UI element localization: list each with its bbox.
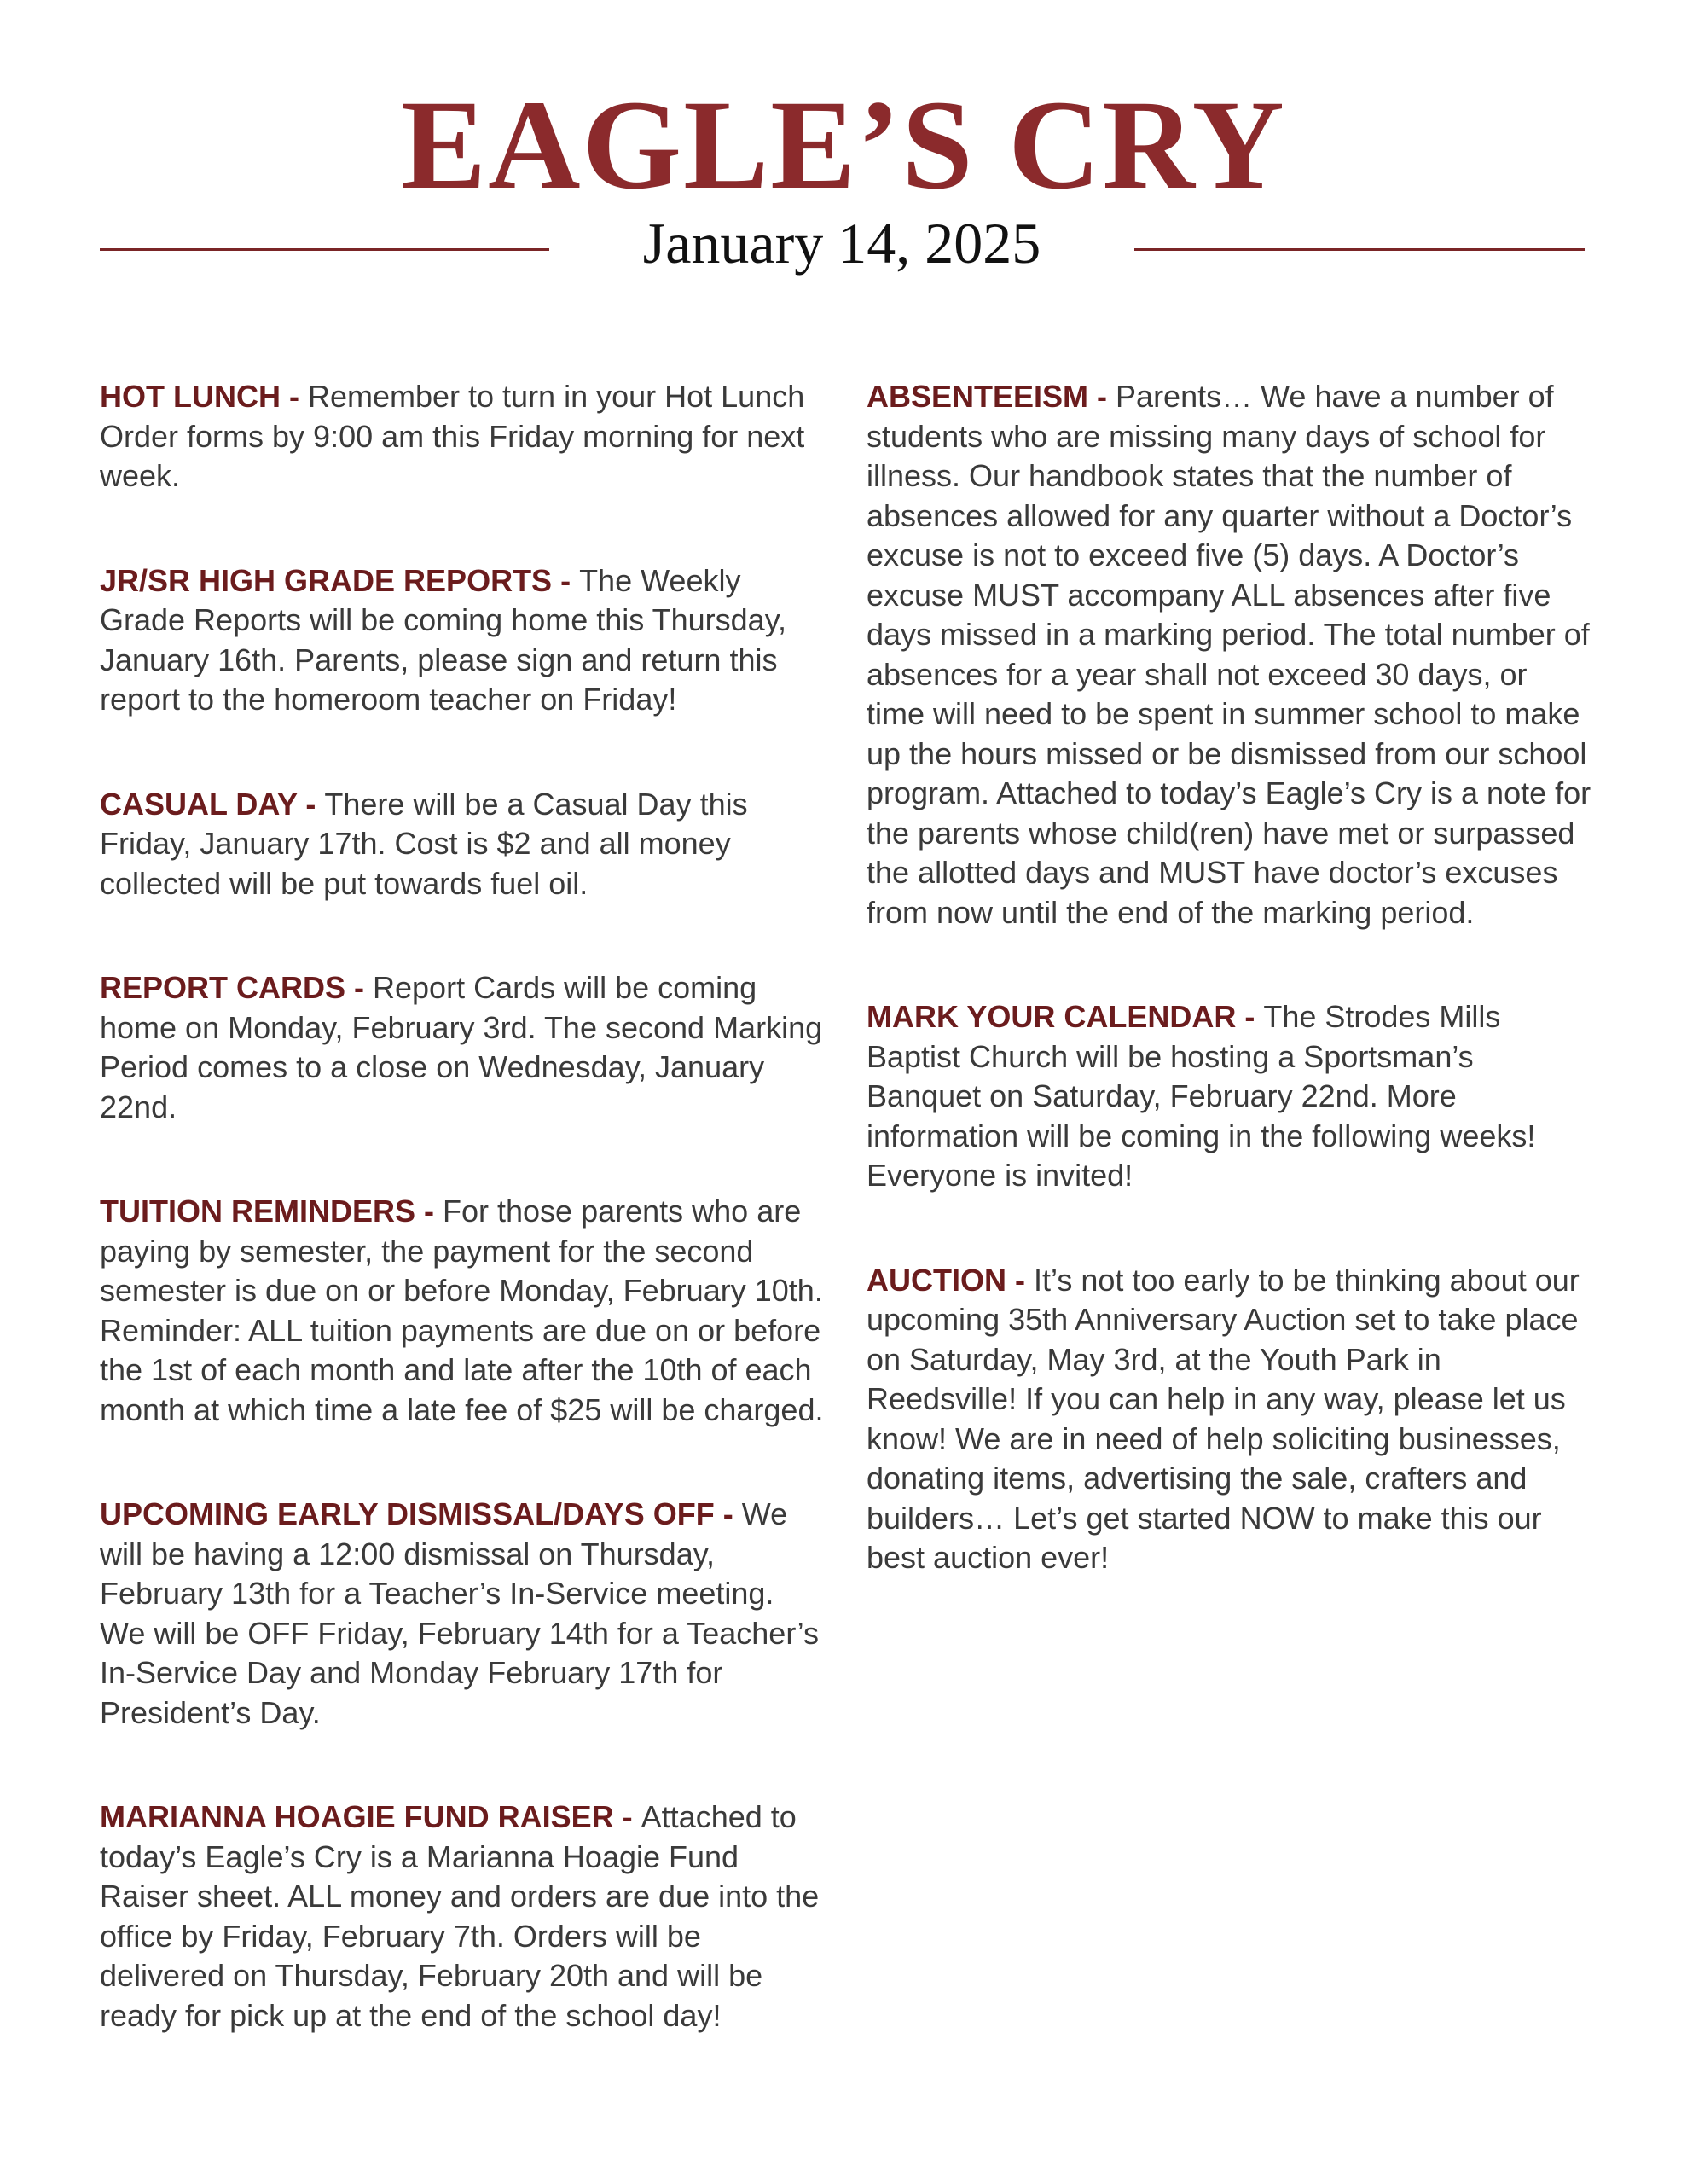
article-grade-reports [100, 561, 826, 720]
article-heading: AUCTION - [867, 1262, 1034, 1298]
article-heading: MARK YOUR CALENDAR - [867, 999, 1264, 1034]
masthead [0, 74, 1687, 216]
divider-rule-right [1134, 248, 1585, 251]
article-body: There will be a Casual Day this Friday, January 17th. Cost is $2 and all money collected will be put towards fuel oil. [100, 786, 748, 901]
issue-date: January 14, 2025 [642, 211, 1041, 276]
article-hot-lunch [100, 377, 826, 497]
divider-rule-left [100, 248, 549, 251]
dateline [0, 205, 1687, 282]
article-casual-day [100, 785, 826, 904]
article-report-cards [100, 968, 826, 1127]
article-body: The Weekly Grade Reports will be coming home this Thursday, January 16th. Parents, please sign and return this report to the homeroom teacher on Friday! [100, 562, 787, 717]
right-column [867, 377, 1593, 1643]
article-body: Attached to today’s Eagle’s Cry is a Marianna Hoagie Fund Raiser sheet. ALL money and orders are due into the office by Friday, February 7th. Orders will be delivered on Thursday, February 20th and will be ready for pick up at the end of the school day! [100, 1799, 820, 2033]
article-early-dismissal [100, 1495, 826, 1733]
article-heading: ABSENTEEISM - [867, 379, 1116, 414]
article-auction [867, 1261, 1593, 1578]
article-tuition-reminders [100, 1192, 826, 1430]
article-heading: UPCOMING EARLY DISMISSAL/DAYS OFF - [100, 1496, 742, 1531]
article-heading: HOT LUNCH - [100, 379, 308, 414]
article-absenteeism [867, 377, 1593, 932]
article-hoagie-fund-raiser [100, 1798, 826, 2036]
article-heading: MARIANNA HOAGIE FUND RAISER - [100, 1799, 641, 1834]
left-column [100, 377, 826, 2100]
article-body: The Strodes Mills Baptist Church will be hosting a Sportsman’s Banquet on Saturday, February 22nd. More information will be coming in the following weeks! Everyone is invited! [867, 999, 1536, 1193]
article-body: We will be having a 12:00 dismissal on Thursday, February 13th for a Teacher’s In-Service meeting. We will be OFF Friday, February 14th for a Teacher’s In-Service Day and Monday February 17th for President’s Day. [100, 1496, 819, 1730]
article-body: It’s not too early to be thinking about our upcoming 35th Anniversary Auction set to take place on Saturday, May 3rd, at the Youth Park in Reedsville! If you can help in any way, please let us know! We are in need of help soliciting businesses, donating items, advertising the sale, crafters and builders… Let’s get started NOW to make this our best auction ever! [867, 1262, 1580, 1575]
article-heading: TUITION REMINDERS - [100, 1194, 443, 1228]
article-body: For those parents who are paying by semester, the payment for the second semester is due on or before Monday, February 10th. Reminder: ALL tuition payments are due on or before the 1st of each month and late after the 10th of each month at which time a late fee of $25 will be charged. [100, 1194, 824, 1427]
newsletter-title: EAGLE’S CRY [401, 74, 1286, 216]
article-heading: REPORT CARDS - [100, 970, 374, 1005]
article-body: Parents… We have a number of students who are missing many days of school for illness. Our handbook states that the number of absences allowed for any quarter without a Doctor’s excuse is not to exceed five (5) days. A Doctor’s excuse MUST accompany ALL absences after five days missed in a marking period. The total number of absences for a year shall not exceed 30 days, or time will need to be spent in summer school to make up the hours missed or be dismissed from our school program. Attached to today’s Eagle’s Cry is a note for the parents whose child(ren) have met or surpassed the allotted days and MUST have doctor’s excuses from now until the end of the marking period. [867, 379, 1591, 930]
article-heading: CASUAL DAY - [100, 786, 325, 822]
article-mark-your-calendar [867, 997, 1593, 1196]
article-body: Report Cards will be coming home on Monday, February 3rd. The second Marking Period comes to a close on Wednesday, January 22nd. [100, 970, 823, 1124]
article-heading: JR/SR HIGH GRADE REPORTS - [100, 562, 580, 598]
article-body: Remember to turn in your Hot Lunch Order forms by 9:00 am this Friday morning for next week. [100, 379, 805, 493]
